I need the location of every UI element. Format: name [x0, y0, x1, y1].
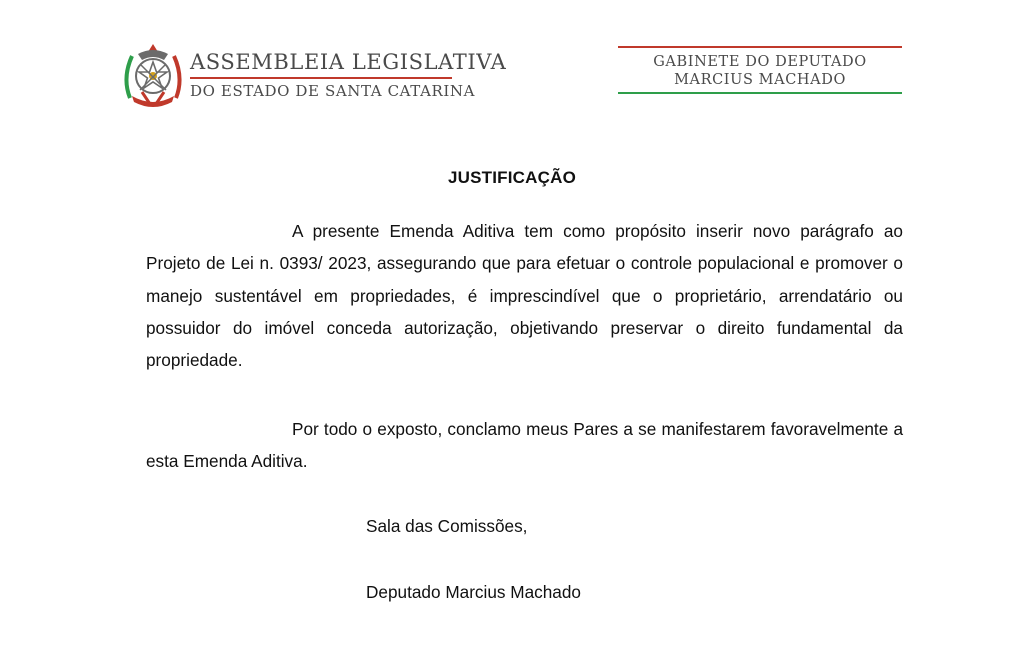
assembly-name-line2: DO ESTADO DE SANTA CATARINA — [190, 82, 476, 100]
cabinet-top-rule — [618, 46, 902, 48]
cabinet-bottom-rule — [618, 92, 902, 94]
cabinet-name-line2: MARCIUS MACHADO — [674, 72, 846, 88]
document-title: JUSTIFICAÇÃO — [447, 168, 577, 187]
signature-name: Deputado Marcius Machado — [366, 582, 581, 602]
assembly-divider — [190, 77, 452, 79]
cabinet-name-line1: GABINETE DO DEPUTADO — [653, 54, 867, 70]
coat-of-arms-icon — [120, 38, 186, 110]
conclusion-paragraph: Por todo o exposto, conclamo meus Pares a se manifestarem favoravelmente a esta Emenda Aditiva. — [146, 419, 903, 472]
assembly-name-line1: ASSEMBLEIA LEGISLATIVA — [190, 50, 507, 74]
sala-das-comissoes: Sala das Comissões, — [366, 516, 528, 536]
assembly-letterhead — [120, 38, 507, 110]
justification-paragraph: A presente Emenda Aditiva tem como propósito inserir novo parágrafo ao Projeto de Lei n. 0393/ 2023, assegurando que para efetuar o controle populacional e promover o manejo sustentável em propriedades, é imprescindível que o proprietário, arrendatário ou possuidor do imóvel conceda autorização, objetivando preservar o direito fundamental da propriedade. — [146, 221, 903, 371]
cabinet-letterhead — [618, 46, 902, 98]
